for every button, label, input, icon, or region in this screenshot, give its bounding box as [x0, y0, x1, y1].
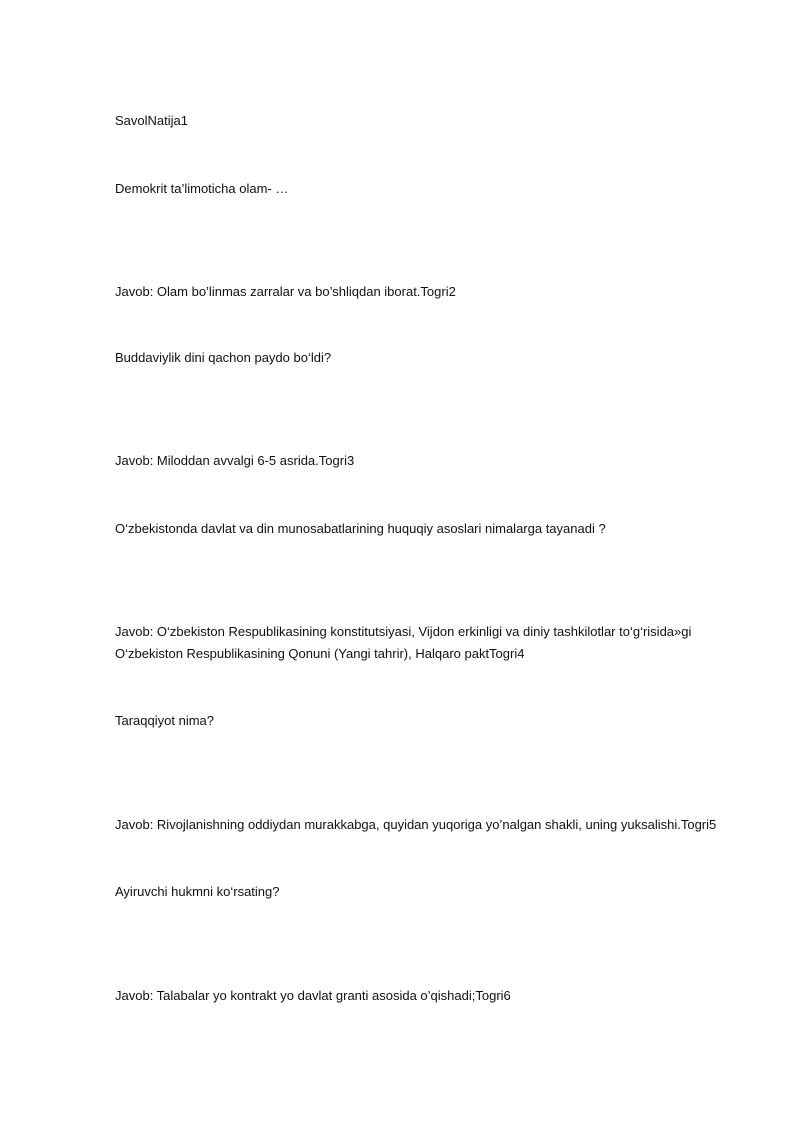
question-1: Demokrit ta’limoticha olam- … [115, 181, 289, 196]
question-5: Ayiruvchi hukmni ko‘rsating? [115, 884, 280, 899]
question-4: Taraqqiyot nima? [115, 713, 214, 728]
question-2: Buddaviylik dini qachon paydo bo‘ldi? [115, 350, 332, 365]
answer-2: Javob: Miloddan avvalgi 6-5 asrida.Togri3 [115, 453, 355, 468]
answer-3: Javob: O‘zbekiston Respublikasining konstitutsiyasi, Vijdon erkinligi va diniy tashkilotlar to‘g‘risida»gi O‘zbekiston Respublikasining Qonuni (Yangi tahrir), Halqaro paktTogri4 [115, 624, 692, 661]
answer-1: Javob: Olam bo’linmas zarralar va bo’shliqdan iborat.Togri2 [115, 284, 456, 299]
answer-4: Javob: Rivojlanishning oddiydan murakkabga, quyidan yuqoriga yo’nalgan shakli, uning yuksalishi.Togri5 [115, 817, 717, 832]
question-3: O‘zbekistonda davlat va din munosabatlarining huquqiy asoslari nimalarga tayanadi ? [115, 521, 606, 536]
answer-5: Javob: Talabalar yo kontrakt yo davlat granti asosida o’qishadi;Togri6 [115, 988, 511, 1003]
document-header: SavolNatija1 [115, 113, 188, 128]
